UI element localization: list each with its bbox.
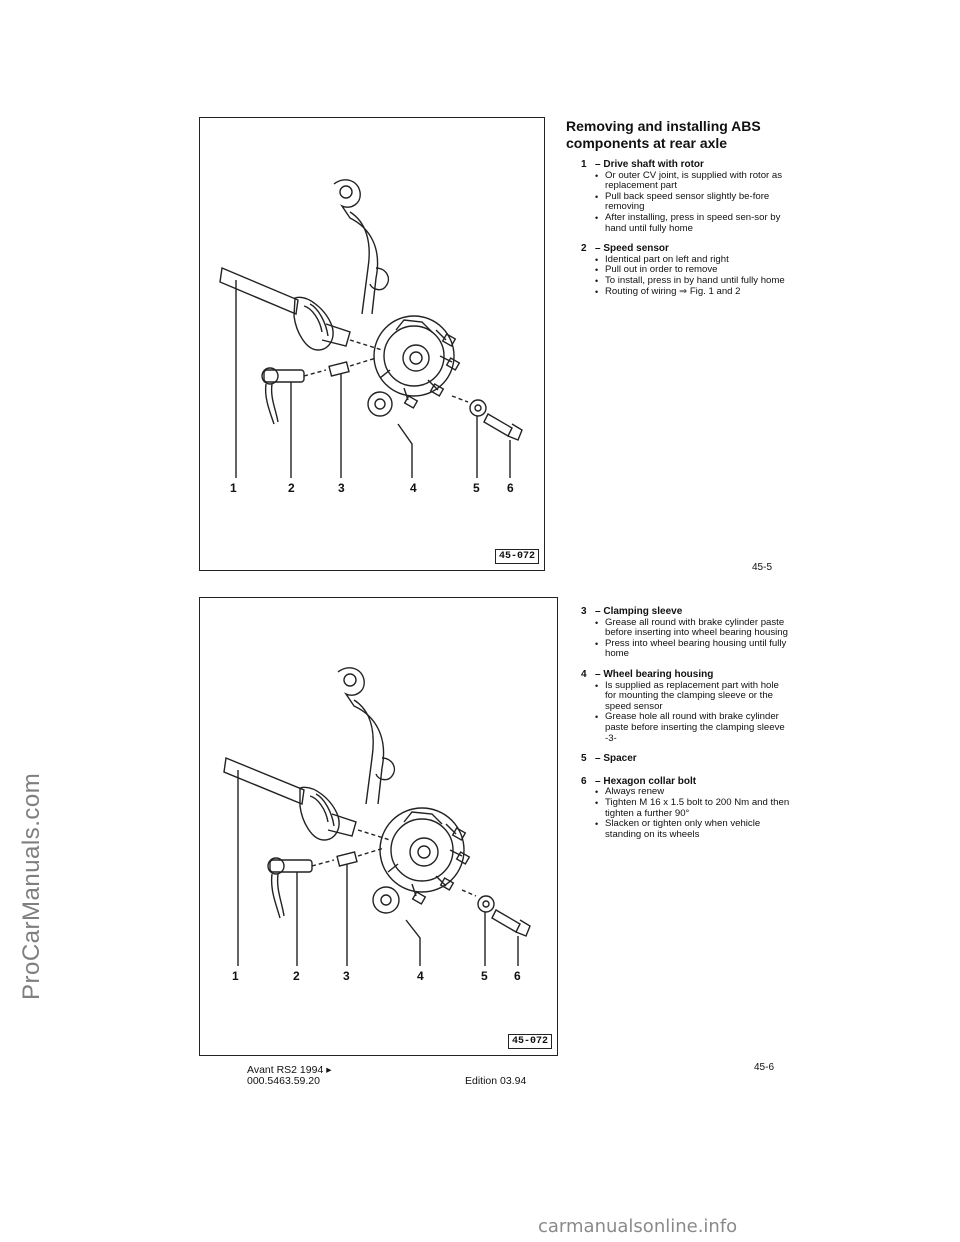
bullet-text: • Pull back speed sensor slightly be-fore removing [581, 192, 791, 213]
bullet-text: • Slacken or tighten only when vehicle standing on its wheels [581, 819, 791, 840]
callout-5: 5 [481, 969, 488, 983]
callout-3: 3 [343, 969, 350, 983]
item-list-page-2 [581, 607, 791, 840]
bullet-text: • Grease all round with brake cylinder paste before inserting into wheel bearing housing [581, 618, 791, 639]
page-title: Removing and installing ABS components at rear axle [566, 118, 761, 151]
bullet-text: • Tighten M 16 x 1.5 bolt to 200 Nm and then tighten a further 90° [581, 798, 791, 819]
rear-axle-illustration [200, 598, 559, 1057]
bullet-text: • Press into wheel bearing housing until fully home [581, 639, 791, 660]
figure-code: 45-072 [508, 1034, 552, 1049]
bullet-text: • Routing of wiring ⇒ Fig. 1 and 2 [581, 287, 791, 298]
list-item: 4 – Wheel bearing housing • Is supplied as replacement part with hole for mounting the clamping sleeve or the speed sensor • Grease hole all round with brake cylinder paste before inserting the clamping sleeve -3- [581, 670, 791, 744]
bullet-text: • Grease hole all round with brake cylinder paste before inserting the clamping sleeve -3- [581, 712, 791, 744]
callout-6: 6 [507, 481, 514, 495]
callout-2: 2 [288, 481, 295, 495]
footer-part-number: 000.5463.59.20 [247, 1075, 320, 1087]
bottom-watermark: carmanualsonline.info [538, 1216, 738, 1237]
figure-code: 45-072 [495, 549, 539, 564]
bullet-text: • Is supplied as replacement part with hole for mounting the clamping sleeve or the speed sensor [581, 681, 791, 713]
bullet-text: • Or outer CV joint, is supplied with rotor as replacement part [581, 171, 791, 192]
list-item: 3 – Clamping sleeve • Grease all round with brake cylinder paste before inserting into wheel bearing housing • Press into wheel bearing housing until fully home [581, 607, 791, 660]
bullet-text: • After installing, press in speed sen-sor by hand until fully home [581, 213, 791, 234]
footer-edition: Edition 03.94 [465, 1075, 527, 1087]
list-item: 5 – Spacer [581, 753, 637, 765]
side-watermark: ProCarManuals.com [18, 772, 45, 1000]
page-number: 45-6 [754, 1062, 775, 1073]
bullet-text: • Always renew [581, 787, 791, 798]
list-item: 6 – Hexagon collar bolt • Always renew • Tighten M 16 x 1.5 bolt to 200 Nm and then tighten a further 90° • Slacken or tighten only when vehicle standing on its wheels [581, 777, 791, 841]
page-number: 45-5 [752, 562, 773, 573]
rear-axle-illustration [200, 118, 546, 572]
bullet-text: • Identical part on left and right [581, 255, 791, 266]
item-list-page-1 [581, 160, 791, 297]
list-item: 2 – Speed sensor • Identical part on left and right • Pull out in order to remove • To install, press in by hand until fully home • Routing of wiring ⇒ Fig. 1 and 2 [581, 244, 791, 297]
callout-4: 4 [410, 481, 417, 495]
callout-1: 1 [232, 969, 239, 983]
exploded-view-figure-2 [199, 597, 558, 1056]
callout-1: 1 [230, 481, 237, 495]
callout-6: 6 [514, 969, 521, 983]
footer-model [247, 1065, 331, 1087]
bullet-text: • Pull out in order to remove [581, 265, 791, 276]
bullet-text: • To install, press in by hand until fully home [581, 276, 791, 287]
callout-3: 3 [338, 481, 345, 495]
footer-model-text: Avant RS2 1994 ▸ [247, 1064, 332, 1076]
list-item: 1 – Drive shaft with rotor • Or outer CV joint, is supplied with rotor as replacement part • Pull back speed sensor slightly be-fore removing • After installing, press in speed sen-sor by hand until fully home [581, 160, 791, 234]
exploded-view-figure-1 [199, 117, 545, 571]
callout-2: 2 [293, 969, 300, 983]
callout-4: 4 [417, 969, 424, 983]
callout-5: 5 [473, 481, 480, 495]
